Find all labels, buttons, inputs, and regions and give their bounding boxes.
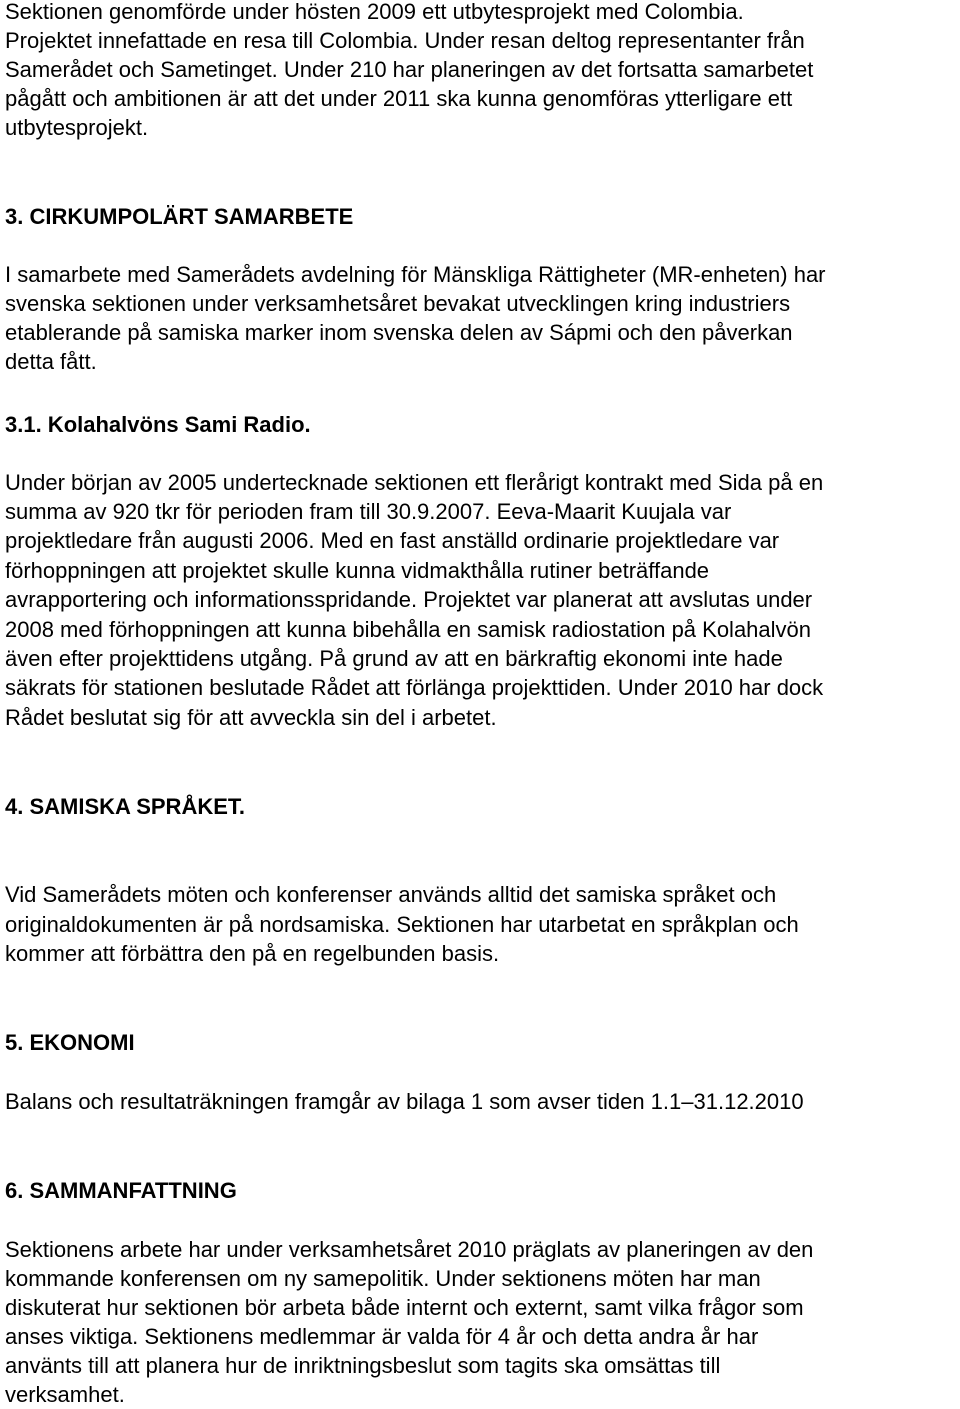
paragraph-line: projektledare från augusti 2006. Med en fast anställd ordinarie projektledare var: [5, 528, 780, 553]
paragraph-line: Balans och resultaträkningen framgår av bilaga 1 som avser tiden 1.1–31.12.2010: [5, 1089, 804, 1114]
paragraph-line: förhoppningen att projektet skulle kunna vidmakthålla rutiner beträffande: [5, 558, 710, 583]
paragraph-line: etablerande på samiska marker inom svenska delen av Sápmi och den påverkan: [5, 320, 793, 345]
paragraph-line: säkrats för stationen beslutade Rådet att förlänga projekttiden. Under 2010 har dock: [5, 675, 824, 700]
intro-line: utbytesprojekt.: [5, 115, 149, 140]
paragraph-line: kommer att förbättra den på en regelbunden basis.: [5, 941, 500, 966]
section-heading: 4. SAMISKA SPRÅKET.: [5, 794, 246, 819]
intro-line: pågått och ambitionen är att det under 2011 ska kunna genomföras ytterligare ett: [5, 86, 793, 111]
section-heading: 6. SAMMANFATTNING: [5, 1178, 237, 1203]
paragraph-line: detta fått.: [5, 349, 97, 374]
paragraph-line: Rådet beslutat sig för att avveckla sin del i arbetet.: [5, 705, 497, 730]
intro-line: Projektet innefattade en resa till Colombia. Under resan deltog representanter från: [5, 28, 805, 53]
paragraph-line: summa av 920 tkr för perioden fram till 30.9.2007. Eeva-Maarit Kuujala var: [5, 499, 732, 524]
paragraph-line: Vid Samerådets möten och konferenser används alltid det samiska språket och: [5, 882, 777, 907]
paragraph-line: originaldokumenten är på nordsamiska. Sektionen har utarbetat en språkplan och: [5, 912, 799, 937]
paragraph-line: kommande konferensen om ny samepolitik. Under sektionens möten har man: [5, 1266, 761, 1291]
paragraph-line: svenska sektionen under verksamhetsåret bevakat utvecklingen kring industriers: [5, 291, 791, 316]
section-heading: 5. EKONOMI: [5, 1030, 135, 1055]
subsection-heading: 3.1. Kolahalvöns Sami Radio.: [5, 412, 311, 437]
paragraph-line: Under början av 2005 undertecknade sektionen ett flerårigt kontrakt med Sida på en: [5, 470, 824, 495]
paragraph-line: använts till att planera hur de inriktningsbeslut som tagits ska omsättas till: [5, 1353, 721, 1378]
section-heading: 3. CIRKUMPOLÄRT SAMARBETE: [5, 204, 354, 229]
paragraph-line: Sektionens arbete har under verksamhetsåret 2010 präglats av planeringen av den: [5, 1237, 814, 1262]
paragraph-line: 2008 med förhoppningen att kunna bibehålla en samisk radiostation på Kolahalvön: [5, 617, 812, 642]
paragraph-line: anses viktiga. Sektionens medlemmar är valda för 4 år och detta andra år har: [5, 1324, 759, 1349]
intro-line: Samerådet och Sametinget. Under 210 har planeringen av det fortsatta samarbetet: [5, 57, 814, 82]
paragraph-line: verksamhet.: [5, 1382, 125, 1407]
paragraph-line: även efter projekttidens utgång. På grund av att en bärkraftig ekonomi inte hade: [5, 646, 783, 671]
paragraph-line: I samarbete med Samerådets avdelning för Mänskliga Rättigheter (MR-enheten) har: [5, 262, 826, 287]
intro-line: Sektionen genomförde under hösten 2009 ett utbytesprojekt med Colombia.: [5, 0, 744, 24]
paragraph-line: avrapportering och informationsspridande. Projektet var planerat att avslutas under: [5, 587, 813, 612]
paragraph-line: diskuterat hur sektionen bör arbeta både internt och externt, samt vilka frågor som: [5, 1295, 804, 1320]
